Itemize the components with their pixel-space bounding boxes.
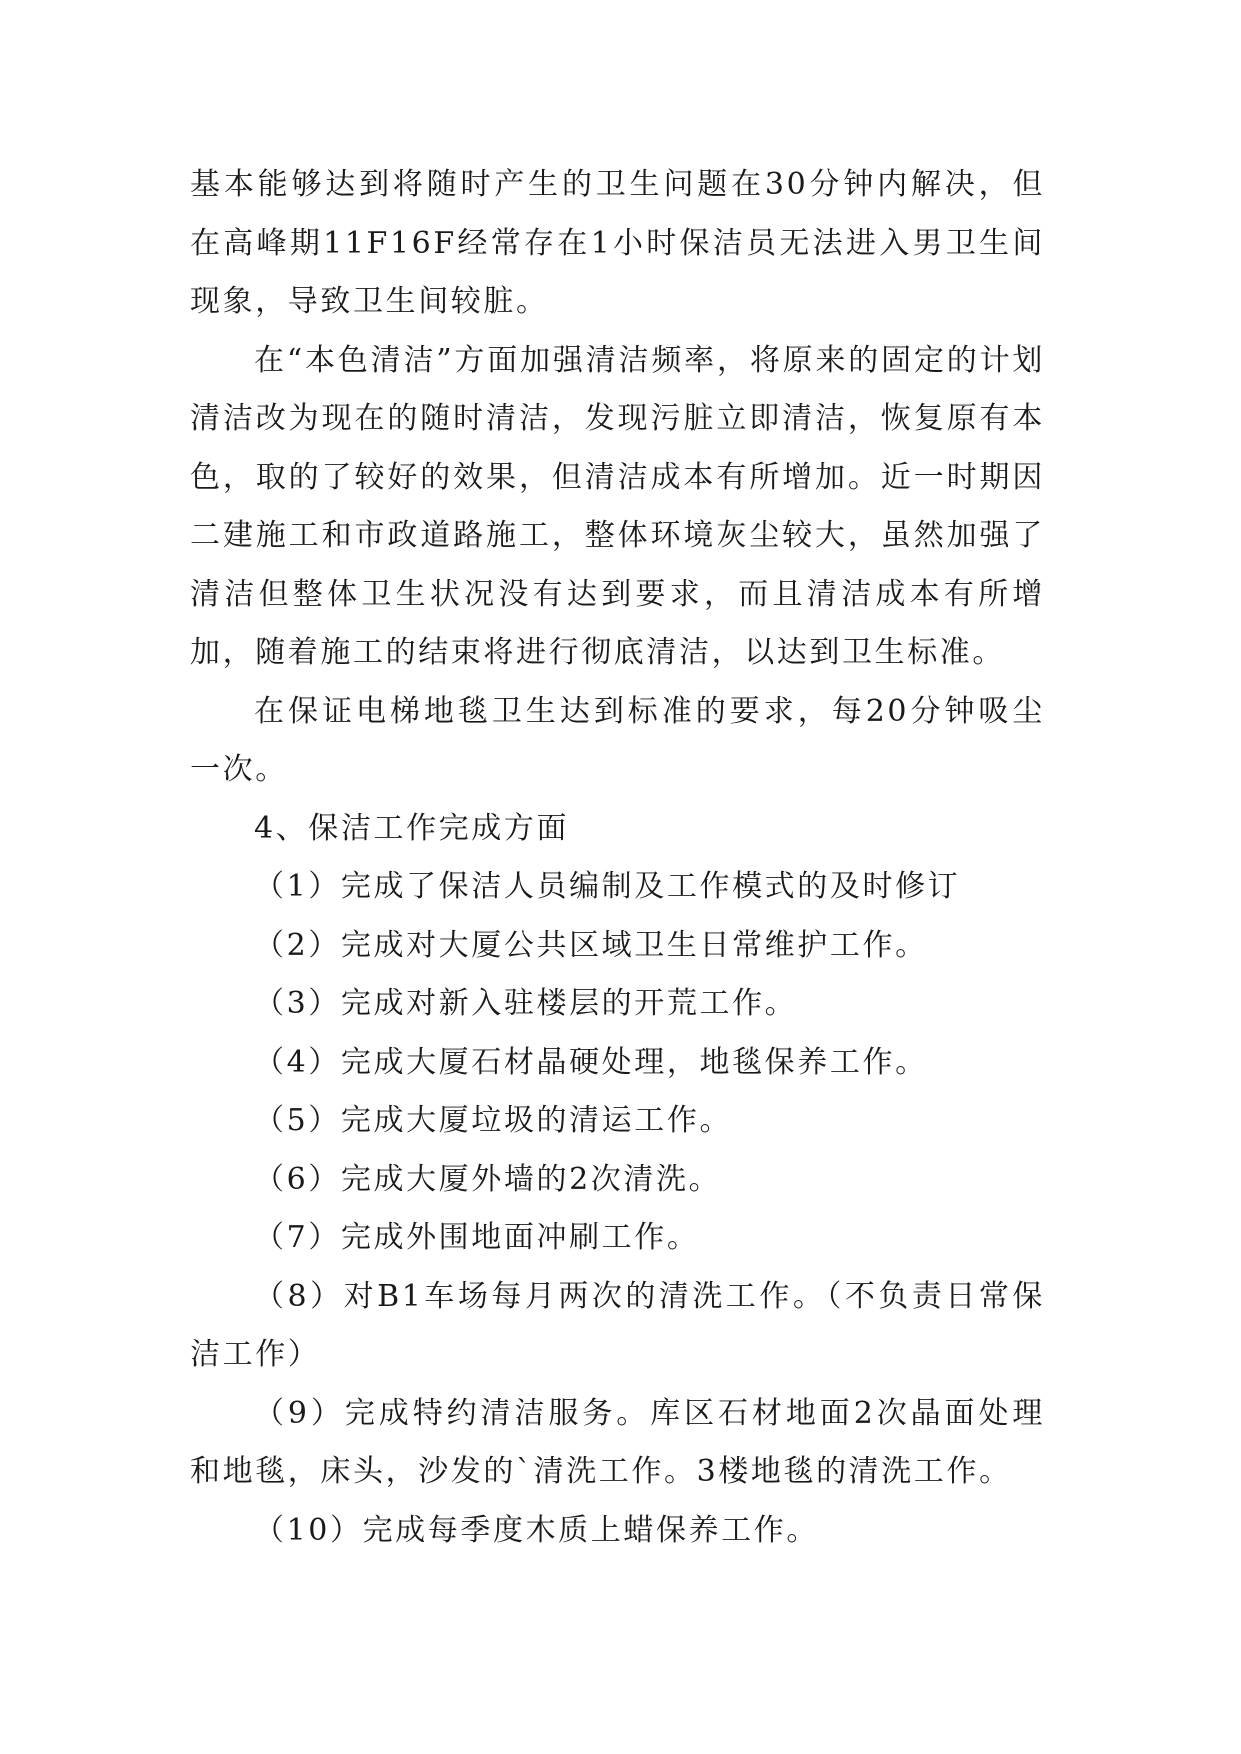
list-item-3: （3）完成对新入驻楼层的开荒工作。	[254, 986, 798, 1021]
list-item-10: （10）完成每季度木质上蜡保养工作。	[254, 1512, 819, 1548]
paragraph-original-color-cleaning: 在“本色清洁”方面加强清洁频率，将原来的固定的计划清洁改为现在的随时清洁，发现污脏立即清洁，恢复原有本色，取的了较好的效果，但清洁成本有所增加。近一时期因二建施工和市政道路施工，整体环境灰尘较大，虽然加强了清洁但整体卫生状况没有达到要求，而且清洁成本有所增加，随着施工的结束将进行彻底清洁，以达到卫生标准。	[190, 342, 1045, 670]
list-item-5: （5）完成大厦垃圾的清运工作。	[254, 1103, 733, 1138]
section-heading: 4、保洁工作完成方面	[254, 810, 570, 846]
list-item-2: （2）完成对大厦公共区域卫生日常维护工作。	[254, 927, 928, 963]
list-item-1: （1）完成了保洁人员编制及工作模式的及时修订	[254, 869, 961, 904]
list-item-6: （6）完成大厦外墙的2次清洗。	[254, 1161, 722, 1197]
list-item-4: （4）完成大厦石材晶硬处理，地毯保养工作。	[254, 1044, 928, 1080]
paragraph-elevator-carpet: 在保证电梯地毯卫生达到标准的要求，每20分钟吸尘一次。	[190, 693, 1045, 787]
list-item-9: （9）完成特约清洁服务。库区石材地面2次晶面处理和地毯，床头，沙发的`清洗工作。3楼地毯的清洗工作。	[190, 1395, 1045, 1489]
document-body	[190, 156, 1045, 1560]
paragraph-hygiene-response: 基本能够达到将随时产生的卫生问题在30分钟内解决，但在高峰期11F16F经常存在1小时保洁员无法进入男卫生间现象，导致卫生间较脏。	[190, 167, 1045, 319]
list-item-8: （8）对B1车场每月两次的清洗工作。（不负责日常保洁工作）	[190, 1278, 1045, 1372]
list-item-7: （7）完成外围地面冲刷工作。	[254, 1220, 700, 1255]
